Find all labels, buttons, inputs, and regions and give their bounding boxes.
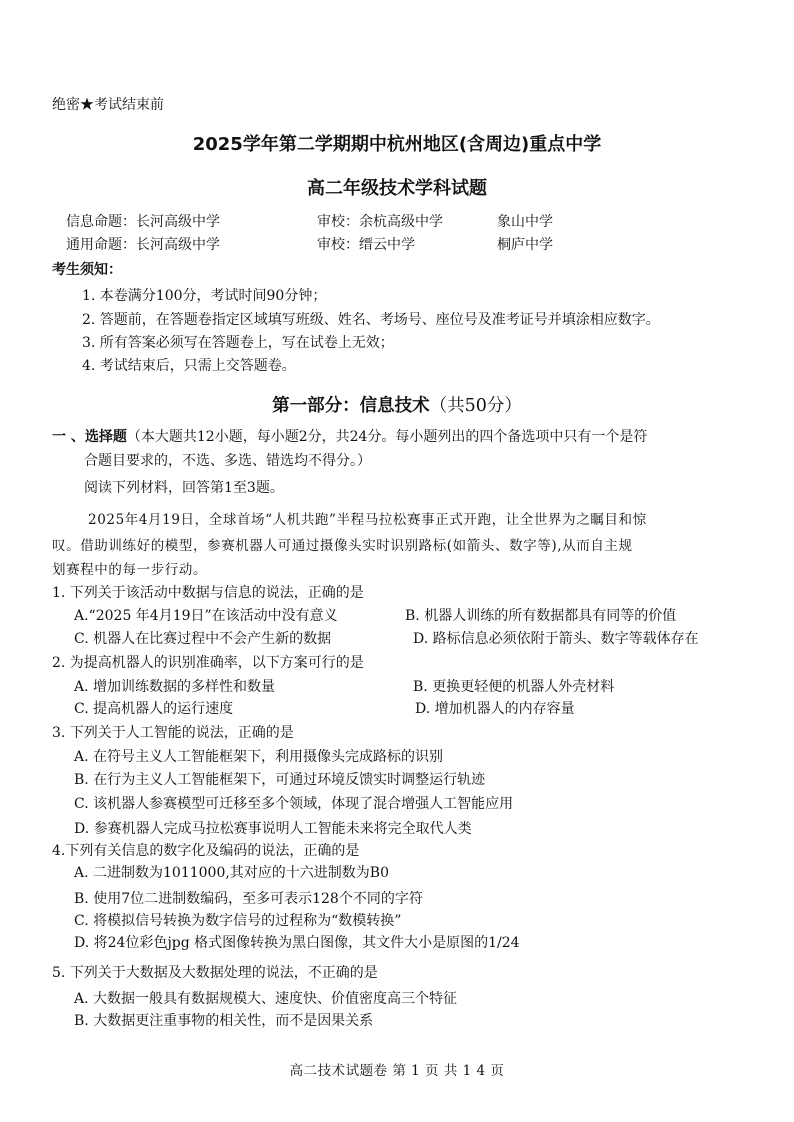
section-heading bbox=[52, 428, 647, 446]
exam-subtitle: 高二年级技术学科试题 bbox=[307, 178, 487, 199]
story-line: 划赛程中的每一步行动。 bbox=[52, 562, 208, 578]
notice-item: 3. 所有答案必须写在答题卷上，写在试卷上无效； bbox=[82, 335, 394, 351]
general-reviewer: 审校：缙云中学 bbox=[317, 237, 415, 253]
option: C. 机器人在比赛过程中不会产生新的数据 bbox=[74, 631, 332, 647]
info-reviewer-2: 象山中学 bbox=[497, 214, 553, 230]
part-heading bbox=[0, 392, 794, 417]
option: A. 二进制数为1011000,其对应的十六进制数为B0 bbox=[74, 865, 390, 881]
question-stem: 2. 为提高机器人的识别准确率，以下方案可行的是 bbox=[52, 655, 364, 671]
option: C. 提高机器人的运行速度 bbox=[74, 701, 234, 717]
info-author: 信息命题：长河高级中学 bbox=[66, 214, 220, 230]
option: B. 更换更轻便的机器人外壳材料 bbox=[413, 679, 615, 695]
part-score: （共50分） bbox=[429, 396, 522, 416]
option: A. 大数据一般具有数据规模大、速度快、价值密度高三个特征 bbox=[74, 991, 458, 1007]
page-footer: 高二技术试题卷 第 1 页 共 1 4 页 bbox=[289, 1063, 505, 1079]
option: B. 机器人训练的所有数据都具有同等的价值 bbox=[405, 608, 677, 624]
notice-item: 1. 本卷满分100分，考试时间90分钟； bbox=[82, 288, 327, 304]
story-line: 叹。借助训练好的模型，参赛机器人可通过摄像头实时识别路标(如箭头、数字等),从而自主规 bbox=[52, 538, 633, 554]
section-label: 一 、选择题 bbox=[52, 429, 127, 445]
option: A. 在符号主义人工智能框架下，利用摄像头完成路标的识别 bbox=[74, 749, 444, 765]
question-stem: 4.下列有关信息的数字化及编码的说法，正确的是 bbox=[52, 843, 360, 859]
notice-item: 4. 考试结束后，只需上交答题卷。 bbox=[82, 358, 296, 374]
option: B. 使用7位二进制数编码，至多可表示128个不同的字符 bbox=[74, 891, 423, 907]
info-reviewer: 审校：余杭高级中学 bbox=[317, 214, 443, 230]
option: A. 增加训练数据的多样性和数量 bbox=[74, 679, 276, 695]
option: B. 在行为主义人工智能框架下，可通过环境反馈实时调整运行轨迹 bbox=[74, 772, 486, 788]
exam-title: 2025学年第二学期期中杭州地区(含周边)重点中学 bbox=[192, 134, 602, 155]
option: D. 参赛机器人完成马拉松赛事说明人工智能未来将完全取代人类 bbox=[74, 821, 472, 837]
secret-label: 绝密★考试结束前 bbox=[52, 97, 164, 113]
section-desc: （本大题共12小题，每小题2分，共24分。每小题列出的四个备选项中只有一个是符 bbox=[126, 429, 648, 445]
notice-item: 2. 答题前，在答题卷指定区域填写班级、姓名、考场号、座位号及准考证号并填涂相应数字。 bbox=[82, 312, 660, 328]
option: B. 大数据更注重事物的相关性，而不是因果关系 bbox=[74, 1013, 374, 1029]
general-author: 通用命题：长河高级中学 bbox=[66, 237, 220, 253]
part-title: 第一部分：信息技术 bbox=[272, 396, 430, 416]
question-stem: 3. 下列关于人工智能的说法，正确的是 bbox=[52, 725, 294, 741]
option: A.“2025 年4月19日”在该活动中没有意义 bbox=[74, 608, 338, 624]
option: D. 增加机器人的内存容量 bbox=[415, 701, 575, 717]
notice-heading: 考生须知： bbox=[52, 262, 122, 278]
option: C. 将模拟信号转换为数字信号的过程称为“数模转换” bbox=[74, 913, 402, 929]
section-desc-cont: 合题目要求的，不选、多选、错选均不得分。） bbox=[84, 453, 371, 469]
general-reviewer-2: 桐庐中学 bbox=[497, 237, 553, 253]
story-line: 2025年4月19日，全球首场“人机共跑”半程马拉松赛事正式开跑，让全世界为之瞩目和惊 bbox=[88, 512, 647, 528]
option: C. 该机器人参赛模型可迁移至多个领域，体现了混合增强人工智能应用 bbox=[74, 796, 514, 812]
question-stem: 1. 下列关于该活动中数据与信息的说法，正确的是 bbox=[52, 585, 364, 601]
option: D. 将24位彩色jpg 格式图像转换为黑白图像，其文件大小是原图的1/24 bbox=[74, 935, 520, 951]
question-stem: 5. 下列关于大数据及大数据处理的说法，不正确的是 bbox=[52, 965, 378, 981]
reading-intro: 阅读下列材料，回答第1至3题。 bbox=[84, 480, 284, 496]
option: D. 路标信息必须依附于箭头、数字等载体存在 bbox=[413, 631, 699, 647]
